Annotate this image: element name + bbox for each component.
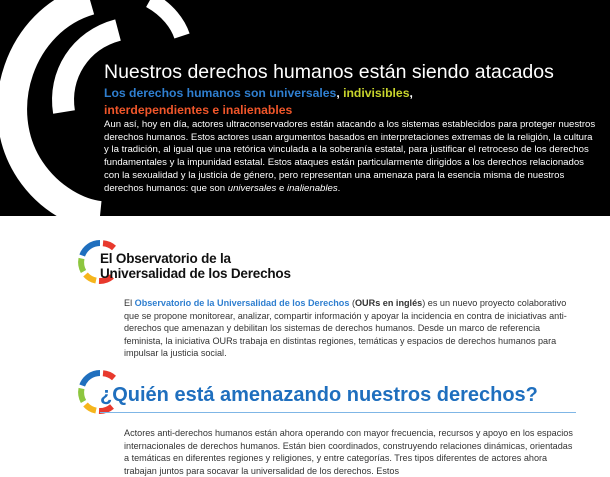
subtitle-inalienables: inalienables — [222, 102, 293, 117]
intro-paragraph — [124, 297, 576, 360]
section-paragraph: Actores anti-derechos humanos están ahora operando con mayor frecuencia, recursos y apoyo en los espacios internacionales de derechos humanos. Están bien coordinados, construyendo relaciones dinámicas, orientadas a temáticas en diferentes regiones y religiones, y entre categorías. Tres tipos diferentes de actores ahora trabajan juntos para socavar la universalidad de los derechos. Estos — [124, 428, 573, 476]
subtitle-interdependientes: interdependientes — [104, 102, 209, 117]
logo-line-2: Universalidad de los Derechos — [100, 265, 291, 281]
subtitle-conjunction: e — [208, 102, 223, 117]
banner-title: Nuestros derechos humanos están siendo atacados — [104, 61, 554, 83]
intro-rest: ) es un nuevo proyecto colaborativo que se propone monitorear, analizar, compartir información y apoyar la incidencia en contra de iniciativas anti-derechos que amenazan y debilitan los sistemas de derechos humanos. Desde un marco de referencia feminista, la iniciativa OURs trabaja en distintas regiones, temáticas y espacios de derechos humanos para impulsar la justicia social. — [124, 298, 567, 359]
subtitle-separator: , — [409, 86, 413, 101]
banner-period: . — [337, 182, 341, 194]
logo-wordmark — [100, 252, 291, 281]
banner-emphasis-universales: universales — [227, 182, 277, 194]
banner-content — [104, 62, 596, 195]
banner-conjunction: e — [276, 182, 287, 194]
intro-lead: El — [124, 298, 135, 308]
banner-paragraph-text: Aun así, hoy en día, actores ultraconservadores están atacando a los sistemas establecidos para proteger nuestros derechos humanos. Estos actores usan argumentos basados en interpretaciones extremas de la religión, la cultura y la tradición, al igual que una retórica vinculada a la soberanía estatal, para justificar el retroceso de los derechos fundamentales y la impunidad estatal. Estos ataques están particularmente dirigidos a los derechos relacionados con la sexualidad y la justicia de género, pero representan una amenaza para la esencia misma de nuestros derechos humanos: que son — [104, 118, 596, 194]
section-heading: ¿Quién está amenazando nuestros derechos? — [100, 384, 538, 406]
intro-paren-open: ( — [349, 298, 355, 308]
hero-banner — [0, 0, 610, 216]
subtitle-universales: Los derechos humanos son universales — [104, 86, 337, 101]
banner-subtitle — [104, 85, 596, 117]
banner-paragraph — [104, 119, 596, 196]
observatory-logo — [76, 236, 336, 294]
intro-org-name: Observatorio de la Universalidad de los Derechos — [134, 298, 350, 308]
subtitle-indivisibles: indivisibles — [343, 86, 410, 101]
subtitle-separator: , — [336, 86, 344, 101]
banner-emphasis-inalienables: inalienables — [286, 182, 338, 194]
section-divider — [100, 412, 576, 413]
intro-acronym: OURs en inglés — [354, 298, 423, 308]
logo-line-1: El Observatorio de la — [100, 251, 231, 266]
